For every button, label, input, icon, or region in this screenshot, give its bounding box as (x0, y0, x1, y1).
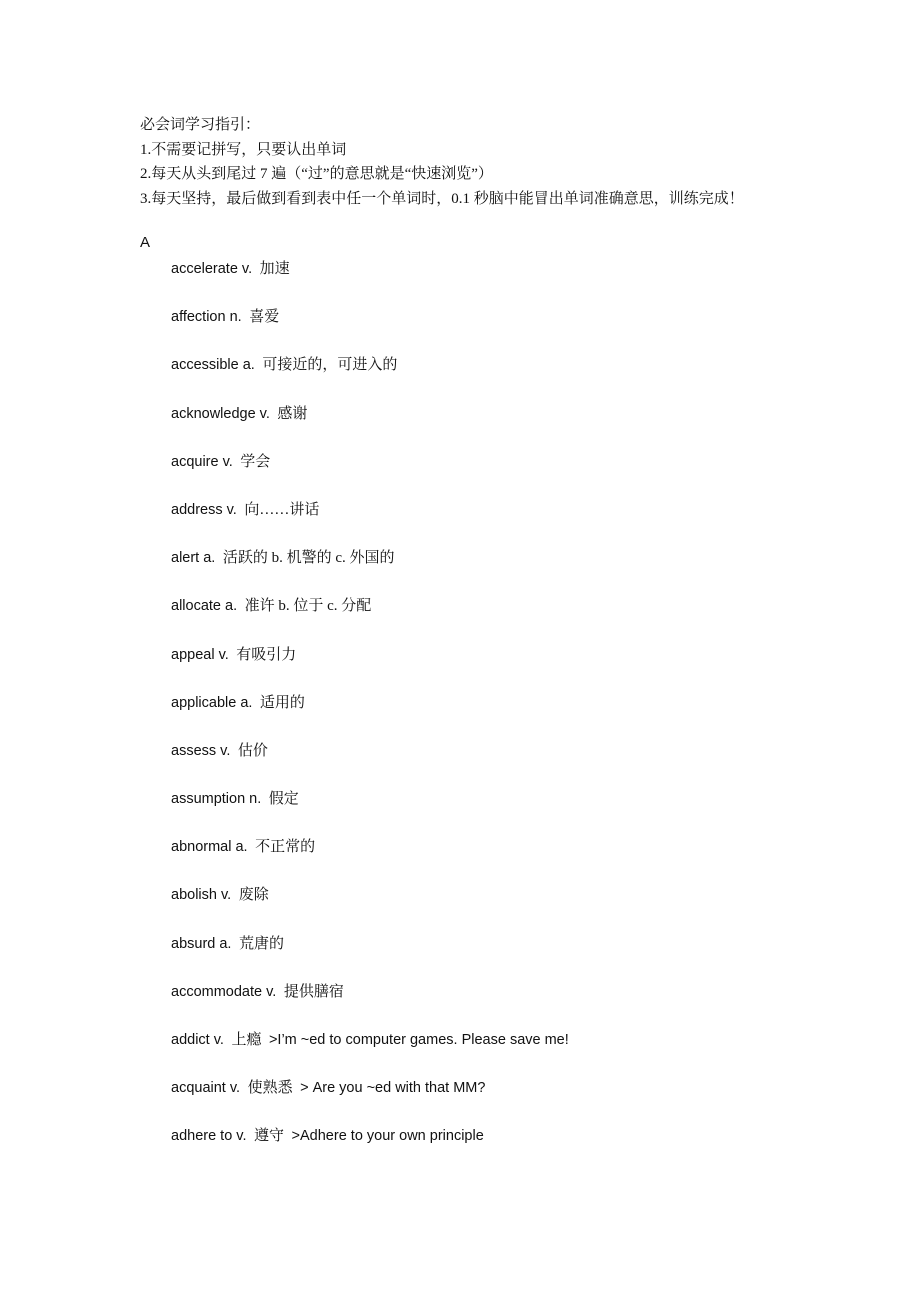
entry-definition: 废除 (238, 887, 269, 904)
entry-term: assess v. (171, 742, 231, 759)
entry-term: abnormal a. (171, 839, 248, 856)
entry-definition: 准许 b. 位于 c. 分配 (244, 598, 372, 615)
entry-definition: 使熟悉 (247, 1080, 293, 1097)
vocabulary-entry (171, 403, 871, 451)
vocabulary-entry (171, 1125, 871, 1173)
vocabulary-entry (171, 981, 871, 1029)
vocabulary-entry (171, 547, 871, 595)
entry-definition: 不正常的 (255, 839, 316, 856)
vocabulary-entry (171, 1029, 871, 1077)
entry-term: adhere to v. (171, 1128, 247, 1145)
entry-term: abolish v. (171, 887, 232, 904)
entry-definition: 提供膳宿 (283, 983, 344, 1000)
entry-definition: 上瘾 (231, 1032, 262, 1048)
entry-term: acquaint v. (171, 1080, 241, 1097)
entry-definition: 可接近的，可进入的 (262, 357, 398, 374)
entry-definition: 活跃的 b. 机警的 c. 外国的 (222, 550, 395, 567)
study-guide-intro (140, 113, 900, 211)
entry-term: affection n. (171, 309, 242, 326)
entry-term: appeal v. (171, 646, 229, 663)
intro-rule-1: 1.不需要记拼写，只要认出单词 (140, 141, 347, 158)
entry-term: applicable a. (171, 694, 253, 711)
entry-term: absurd a. (171, 935, 232, 952)
entry-term: acknowledge v. (171, 405, 270, 422)
entry-term: addict v. (171, 1032, 224, 1048)
vocabulary-entry (171, 306, 871, 354)
entry-term: allocate a. (171, 598, 238, 615)
section-letter-heading: A (140, 234, 151, 251)
entry-term: assumption n. (171, 791, 262, 808)
entry-definition: 加速 (259, 261, 290, 277)
entry-definition: 有吸引力 (236, 646, 297, 663)
entry-definition: 遵守 (254, 1128, 285, 1145)
entry-term: accommodate v. (171, 983, 277, 1000)
intro-rule-3: 3.每天坚持，最后做到看到表中任一个单词时，0.1 秒脑中能冒出单词准确意思，训练完成！ (140, 190, 744, 207)
entry-example: >Adhere to your own principle (291, 1128, 484, 1145)
entry-term: alert a. (171, 550, 216, 567)
intro-heading: 必会词学习指引： (140, 117, 261, 133)
entry-term: acquire v. (171, 453, 233, 470)
entry-definition: 荒唐的 (238, 935, 284, 952)
vocabulary-entry (171, 788, 871, 836)
vocabulary-entry (171, 884, 871, 932)
entry-term: accelerate v. (171, 261, 253, 277)
entry-definition: 假定 (268, 791, 299, 808)
vocabulary-entry (171, 451, 871, 499)
entry-definition: 喜爱 (249, 309, 280, 326)
entry-definition: 估价 (237, 742, 268, 759)
entry-example: >I’m ~ed to computer games. Please save me! (268, 1032, 569, 1048)
vocabulary-entry (171, 354, 871, 402)
vocabulary-entry (171, 644, 871, 692)
vocabulary-entry (171, 692, 871, 740)
vocabulary-entry (171, 933, 871, 981)
entry-definition: 适用的 (259, 694, 305, 711)
vocabulary-entry (171, 595, 871, 643)
entry-definition: 向……讲话 (244, 501, 320, 518)
entry-term: accessible a. (171, 357, 255, 374)
vocabulary-entry (171, 740, 871, 788)
vocabulary-list (171, 258, 871, 1174)
entry-term: address v. (171, 501, 237, 518)
vocabulary-entry (171, 836, 871, 884)
entry-definition: 感谢 (277, 405, 308, 422)
entry-definition: 学会 (240, 453, 271, 470)
vocabulary-entry (171, 499, 871, 547)
vocabulary-entry (171, 258, 871, 306)
entry-example: > Are you ~ed with that MM? (300, 1080, 486, 1097)
intro-rule-2: 2.每天从头到尾过 7 遍（“过”的意思就是“快速浏览”） (140, 166, 493, 182)
vocabulary-entry (171, 1077, 871, 1125)
